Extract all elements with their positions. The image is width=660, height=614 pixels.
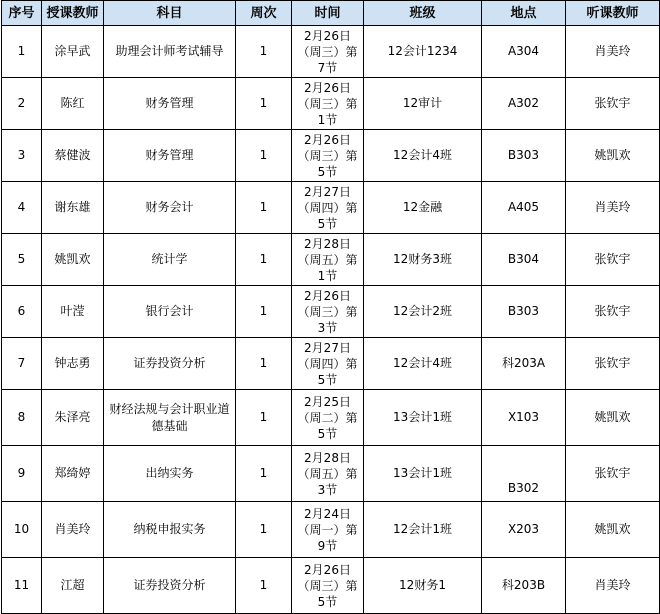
- cell-class: 12金融: [364, 182, 482, 234]
- cell-room: B304: [482, 234, 566, 286]
- table-row: [2, 130, 660, 182]
- cell-teacher: 朱泽亮: [42, 390, 104, 446]
- header-teacher: 授课教师: [42, 1, 104, 26]
- cell-no: 8: [2, 390, 42, 446]
- cell-time: 2月27日（周四）第5节: [292, 338, 364, 390]
- cell-time: 2月27日（周四）第5节: [292, 182, 364, 234]
- table-row: [2, 286, 660, 338]
- cell-room: 科203A: [482, 338, 566, 390]
- cell-room: X203: [482, 502, 566, 558]
- cell-no: 2: [2, 78, 42, 130]
- cell-no: 7: [2, 338, 42, 390]
- cell-teacher: 姚凯欢: [42, 234, 104, 286]
- cell-class: 12会计1234: [364, 26, 482, 78]
- cell-week: 1: [236, 26, 292, 78]
- cell-time: 2月25日（周二）第5节: [292, 390, 364, 446]
- cell-class: 12财务3班: [364, 234, 482, 286]
- cell-time: 2月26日（周三）第5节: [292, 130, 364, 182]
- cell-week: 1: [236, 502, 292, 558]
- cell-teacher: 蔡健波: [42, 130, 104, 182]
- cell-week: 1: [236, 390, 292, 446]
- cell-time: 2月28日（周五）第3节: [292, 446, 364, 502]
- cell-observer: 张钦宇: [566, 78, 660, 130]
- cell-observer: 张钦宇: [566, 338, 660, 390]
- cell-class: 12会计1班: [364, 502, 482, 558]
- cell-room: A304: [482, 26, 566, 78]
- cell-observer: 姚凯欢: [566, 390, 660, 446]
- cell-teacher: 钟志勇: [42, 338, 104, 390]
- cell-observer: 张钦宇: [566, 286, 660, 338]
- table-row: [2, 338, 660, 390]
- cell-time: 2月24日（周一）第9节: [292, 502, 364, 558]
- cell-no: 9: [2, 446, 42, 502]
- cell-no: 11: [2, 558, 42, 614]
- cell-room: X103: [482, 390, 566, 446]
- cell-observer: 肖美玲: [566, 26, 660, 78]
- header-room: 地点: [482, 1, 566, 26]
- cell-week: 1: [236, 234, 292, 286]
- cell-week: 1: [236, 78, 292, 130]
- cell-observer: 姚凯欢: [566, 130, 660, 182]
- cell-room: B303: [482, 286, 566, 338]
- cell-no: 5: [2, 234, 42, 286]
- cell-no: 4: [2, 182, 42, 234]
- cell-subject: 助理会计师考试辅导: [104, 26, 236, 78]
- cell-subject: 财经法规与会计职业道德基础: [104, 390, 236, 446]
- header-subject: 科目: [104, 1, 236, 26]
- table-row: [2, 234, 660, 286]
- cell-teacher: 涂早武: [42, 26, 104, 78]
- cell-time: 2月26日（周三）第1节: [292, 78, 364, 130]
- cell-subject: 财务管理: [104, 78, 236, 130]
- cell-week: 1: [236, 286, 292, 338]
- cell-time: 2月26日（周三）第5节: [292, 558, 364, 614]
- cell-class: 12会计2班: [364, 286, 482, 338]
- cell-class: 12会计4班: [364, 338, 482, 390]
- table-row: [2, 558, 660, 614]
- cell-room: A405: [482, 182, 566, 234]
- header-class: 班级: [364, 1, 482, 26]
- cell-no: 10: [2, 502, 42, 558]
- cell-subject: 统计学: [104, 234, 236, 286]
- cell-teacher: 叶滢: [42, 286, 104, 338]
- cell-no: 6: [2, 286, 42, 338]
- table-row: [2, 26, 660, 78]
- table-row: [2, 390, 660, 446]
- cell-no: 1: [2, 26, 42, 78]
- cell-time: 2月26日（周三）第3节: [292, 286, 364, 338]
- cell-teacher: 陈红: [42, 78, 104, 130]
- cell-subject: 出纳实务: [104, 446, 236, 502]
- cell-room: A302: [482, 78, 566, 130]
- cell-week: 1: [236, 182, 292, 234]
- cell-class: 12会计4班: [364, 130, 482, 182]
- cell-week: 1: [236, 130, 292, 182]
- cell-class: 13会计1班: [364, 390, 482, 446]
- cell-subject: 纳税申报实务: [104, 502, 236, 558]
- cell-observer: 肖美玲: [566, 558, 660, 614]
- cell-subject: 银行会计: [104, 286, 236, 338]
- header-time: 时间: [292, 1, 364, 26]
- header-observer: 听课教师: [566, 1, 660, 26]
- header-no: 序号: [2, 1, 42, 26]
- table-row: [2, 446, 660, 502]
- cell-class: 12审计: [364, 78, 482, 130]
- cell-subject: 证券投资分析: [104, 558, 236, 614]
- cell-subject: 财务管理: [104, 130, 236, 182]
- table-row: [2, 182, 660, 234]
- cell-room: B303: [482, 130, 566, 182]
- cell-observer: 姚凯欢: [566, 502, 660, 558]
- cell-observer: 张钦宇: [566, 234, 660, 286]
- header-week: 周次: [236, 1, 292, 26]
- cell-observer: 张钦宇: [566, 446, 660, 502]
- cell-room: 科203B: [482, 558, 566, 614]
- cell-observer: 肖美玲: [566, 182, 660, 234]
- header-row: [2, 1, 660, 26]
- schedule-table: [1, 0, 660, 614]
- cell-room: B302: [482, 446, 566, 502]
- cell-teacher: 肖美玲: [42, 502, 104, 558]
- cell-week: 1: [236, 446, 292, 502]
- cell-week: 1: [236, 558, 292, 614]
- cell-time: 2月26日（周三）第7节: [292, 26, 364, 78]
- cell-time: 2月28日（周五）第1节: [292, 234, 364, 286]
- cell-class: 12财务1: [364, 558, 482, 614]
- cell-subject: 证券投资分析: [104, 338, 236, 390]
- cell-teacher: 江超: [42, 558, 104, 614]
- cell-class: 13会计1班: [364, 446, 482, 502]
- cell-week: 1: [236, 338, 292, 390]
- table-row: [2, 502, 660, 558]
- table-row: [2, 78, 660, 130]
- cell-no: 3: [2, 130, 42, 182]
- cell-teacher: 谢东雄: [42, 182, 104, 234]
- cell-teacher: 郑绮婷: [42, 446, 104, 502]
- cell-subject: 财务会计: [104, 182, 236, 234]
